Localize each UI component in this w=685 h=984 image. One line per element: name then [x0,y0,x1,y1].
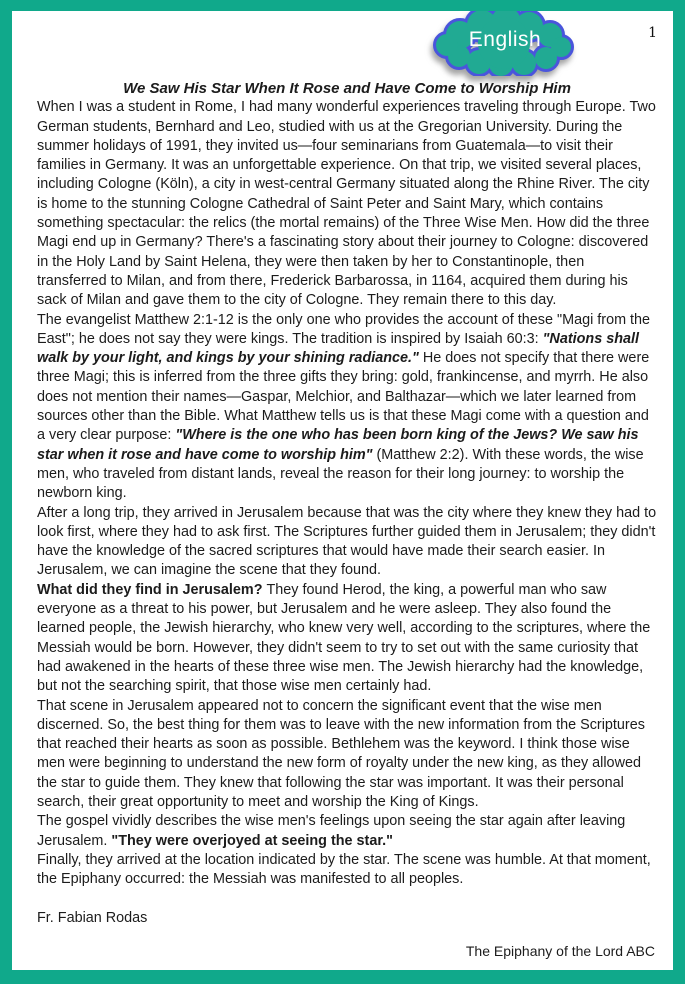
footer-text: The Epiphany of the Lord ABC [465,943,655,960]
page-number: 1 [648,25,657,41]
author-signature: Fr. Fabian Rodas [37,909,148,926]
badge-label: English [468,28,542,52]
paragraph: When I was a student in Rome, I had many wonderful experiences traveling through Europe. Two German students, Bernhard and Leo, studied with us at the Gregorian University. During the summer holidays of 1991, they invited us—four seminarians from Guatemala—to visit their families in Germany. It was an unforgettable experience. On that trip, we visited several places, including Cologne (Köln), a city in west-central Germany situated along the Rhine River. The city is home to the stunning Cologne Cathedral of Saint Peter and Saint Mary, which contains something spectacular: the relics (the mortal remains) of the Three Wise Men. How did the three Magi end up in Germany? There's a fascinating story about their journey to Cologne: discovered in the Holy Land by Saint Helena, they were then taken by her to Constantinople, then transferred to Milan, and from there, Frederick Barbarossa, in 1164, acquired them during his sack of Milan and gave them to the city of Cologne. They remain there to this day. [37,99,656,309]
page-sheet [12,11,673,970]
document-body [37,98,657,889]
paragraph: Finally, they arrived at the location indicated by the star. The scene was humble. At that moment, the Epiphany occurred: the Messiah was manifested to all peoples. [37,851,651,888]
paragraph: The evangelist Matthew 2:1-12 is the only one who provides the account of these "Magi from the East"; he does not say they were kings. The tradition is inspired by Isaiah 60:3: "Nations shall walk by your light, and kings by your shining radiance." He does not specify that there were three Magi; this is inferred from the three gifts they bring: gold, frankincense, and myrrh. He also does not mention their names—Gaspar, Melchior, and Balthazar—which we later learned from sources other than the Bible. What Matthew tells us is that these Magi come with a question and a very clear purpose: "Where is the one who has been born king of the Jews? We saw his star when it rose and have come to worship him" (Matthew 2:2). With these words, the wise men, who traveled from distant lands, reveal the reason for their long journey: to worship the newborn king. [37,311,651,502]
paragraph: The gospel vividly describes the wise men's feelings upon seeing the star again after leaving Jerusalem. "They were overjoyed at seeing the star." [37,813,626,849]
paragraph: That scene in Jerusalem appeared not to concern the significant event that the wise men discerned. So, the best thing for them was to leave with the new information from the Scriptures that reached their hearts as soon as possible. Bethlehem was the keyword. I think those wise men were beginning to understand the new form of royalty under the new king, as they allowed the star to guide them. They knew that following the star was important. It was their personal search, their great opportunity to meet and worship the King of Kings. [37,697,645,810]
language-badge [430,11,580,76]
document-title: We Saw His Star When It Rose and Have Come to Worship Him [123,80,571,97]
paragraph: After a long trip, they arrived in Jerusalem because that was the city where they knew they had to look first, where they had to ask first. The Scriptures further guided them in Jerusalem; they didn't have the knowledge of the sacred scriptures that would have made their search easier. In Jerusalem, we can imagine the scene that they found. [37,504,657,579]
document-content [12,11,673,961]
paragraph: What did they find in Jerusalem? They found Herod, the king, a powerful man who saw everyone as a threat to his power, but Jerusalem and he were asleep. They also found the learned people, the Jewish hierarchy, who knew very well, according to the scriptures, where the Messiah would be born. However, they didn't seem to try to set out with the same curiosity that had awakened in the hearts of these three wise men. The Jewish hierarchy had the knowledge, but not the searching spirit, that those wise men certainly had. [37,581,651,695]
